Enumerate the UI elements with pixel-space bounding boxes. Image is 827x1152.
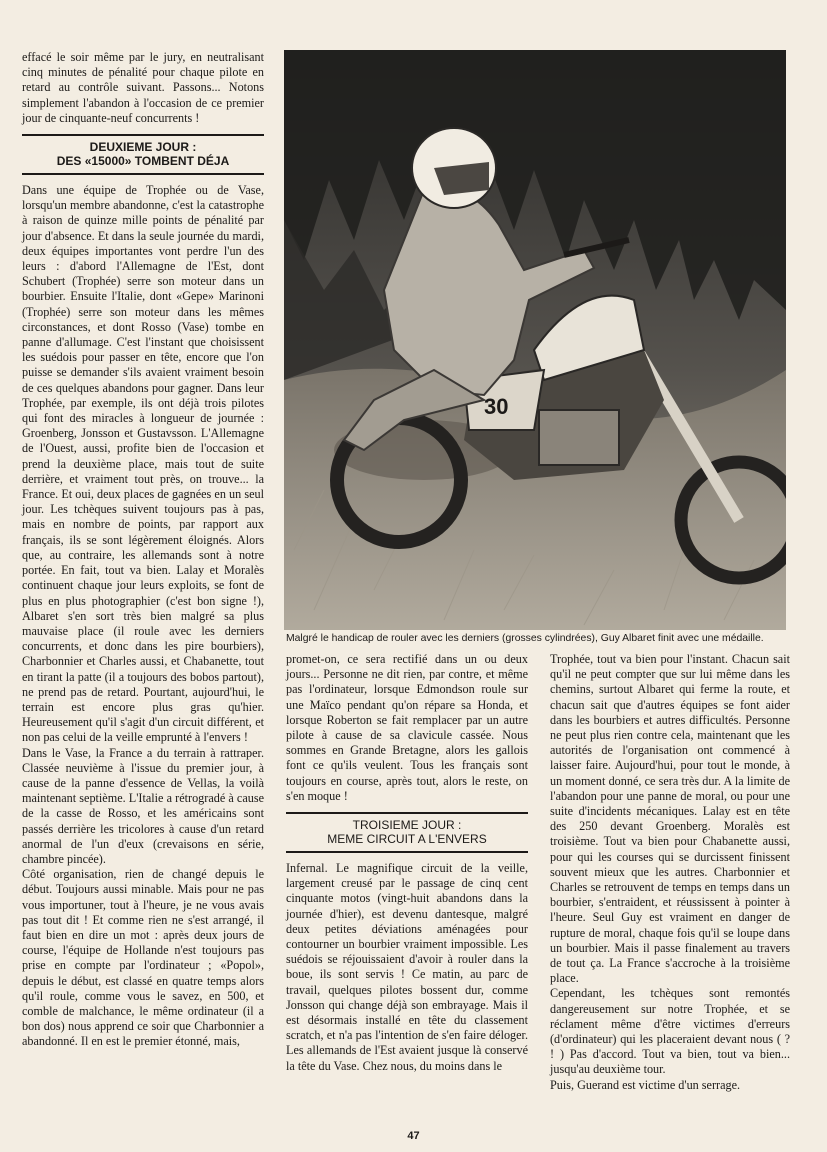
- body-paragraph: Côté organisation, rien de changé depuis le début. Toujours aussi minable. Mais pour ne pas vous importuner, tout à l'heure, je ne vous avais pas tout dit ! Et comme rien ne s'est arrangé, il faut bien en dire un mot : après deux jours de course, l'équipe de Hollande n'est toujours pas prise en compte par l'ordinateur ; «Popol», depuis le début, est classé en quatre temps alors qu'il roule, comme vous le savez, en 500, et comble de malchance, le même ordinateur (il a bon dos) nous apprend ce soir que Charbonnier a abandonné. Il en est le premier étonné, mais,: [22, 867, 264, 1049]
- page-number: 47: [407, 1130, 420, 1142]
- heading-line: TROISIEME JOUR :: [352, 818, 462, 833]
- left-column: [22, 50, 264, 1050]
- body-paragraph: Dans une équipe de Trophée ou de Vase, lorsqu'un membre abandonne, c'est la catastrophe à raison de quinze mille points de pénalité par jour d'absence. Et dans la seule journée du mardi, deux équipes importantes vont perdre l'un des leurs : d'abord l'Allemagne de l'Est, dont Schubert (Trophée) serre son moteur dans un bourbier. Ensuite l'Italie, dont «Gepe» Marinoni (Trophée) serre son moteur dans les mêmes circonstances, et dont Rosso (Vase) tombe en panne d'allumage. C'est l'instant que choisissent les suédois pour passer en tête, encore que l'on puisse se demander s'ils avaient vraiment besoin de ces quelques abandons pour gagner. Dans leur Trophée, par exemple, ils ont déjà trois pilotes qui font des miracles à longueur de journée : Groenberg, Jonsson et Gustavsson. L'Allemagne de l'Ouest, aussi, profite bien de l'occasion et prend la deuxième place, mais tout de suite derrière, et vraiment tout près, on trouve... la France. Et oui, deux places de gagnées en un seul jour. Les tchèques suivent toujours pas à pas, mais en nombre de points, par rapport aux français, ils se sont légèrement éloignés. Alors que, au contraire, les allemands sont à notre portée. En fait, tout va bien. Lalay et Moralès continuent chaque jour leurs exploits, se font de plus en plus photographier (c'est bon signe !), Albaret s'en sort très bien malgré sa plus mauvaise place (il roule avec les derniers concurrents, et donc dans les pire bourbiers), Charbonnier et Charles aussi, et Chabanette, tout en tirant la patte (il a toujours des bobos partout), ne prend pas de retard. Pourtant, aujourd'hui, le terrain est encore plus gras qu'hier. Heureusement qu'il s'agit d'un circuit différent, et non pas celui de la veille emprunté à l'envers !: [22, 183, 264, 745]
- heading-line: DES «15000» TOMBENT DÉJA: [56, 154, 230, 169]
- heading-line: MEME CIRCUIT A L'ENVERS: [327, 832, 487, 847]
- section-heading-day3: [286, 812, 528, 853]
- body-paragraph: Dans le Vase, la France a du terrain à rattraper. Classée neuvième à l'issue du premier jour, à cause de la panne d'essence de Vellas, la voilà maintenant septième. L'Italie a rétrogradé à cause de la casse de Rosso, et les américains sont passés derrière les tricolores à cause d'un retard anormal de l'un d'eux (crevaisons en série, chambre pincée).: [22, 745, 264, 866]
- body-paragraph: Cependant, les tchèques sont remontés dangereusement sur notre Trophée, et se réclament même d'être victimes d'erreurs (d'ordinateur) qui les placeraient devant nous ( ? ! ) Pas d'accord. Tout va bien, tout va bien... jusqu'au deuxième tour.: [550, 986, 790, 1077]
- number-plate: 30: [484, 394, 509, 419]
- body-paragraph: Trophée, tout va bien pour l'instant. Chacun sait qu'il ne peut compter que sur lui même dans les chemins, surtout Albaret qui ferme la route, et chacun sait que d'autres équipes se font aider dans les bourbiers et autres difficultés. Personne ne peut plus rien contre cela, maintenant que les autorités de l'organisation ont commencé à laisser faire. Aujourd'hui, pour tout le monde, à un moment donné, ce sera très dur. A la limite de l'abandon pour une panne de moral, ou pour une suite d'incidents mécaniques. Lalay est en tête des 250 devant Groenberg. Moralès est troisième. Tout va bien pour Chabanette aussi, pour qui les courses qui se durcissent finissent souvent mieux que les autres. Charbonnier et Charles se retrouvent de temps en temps dans un bourbier, s'entraident, et réussissent à pointer à l'heure. Seul Guy est vraiment en danger de rupture de moral, chaque fois qu'il se loupe dans un bourbier. Mais il passe finalement au travers de tout ça. La France s'accroche à la troisième place.: [550, 652, 790, 986]
- section-heading-day2: [22, 134, 264, 175]
- right-column: [550, 652, 790, 1093]
- body-paragraph: Infernal. Le magnifique circuit de la veille, largement creusé par le passage de cinq cent cinquante motos (vingt-huit abandons dans la journée d'hier), est devenu dantesque, malgré deux petites déviations aménagées pour contourner un bourbier vraiment impossible. Les suédois se réjouissaient d'avoir à rouler dans la boue, ils sont servis ! Ce matin, au parc de travail, quelques pilotes bossent dur, comme Jonsson qui change déjà son embrayage. Mais il est désormais installé en tête du classement scratch, et n'a pas l'intention de s'en faire déloger. Les allemands de l'Est avaient jusque là conservé la tête du Vase. Chez nous, du moins dans le: [286, 861, 528, 1073]
- body-paragraph: Puis, Guerand est victime d'un serrage.: [550, 1077, 741, 1092]
- motocross-photo: [284, 50, 786, 630]
- middle-column: [286, 652, 528, 1074]
- rider-illustration: [284, 50, 786, 630]
- photo-caption: Malgré le handicap de rouler avec les derniers (grosses cylindrées), Guy Albaret finit avec une médaille.: [286, 633, 764, 644]
- heading-line: DEUXIEME JOUR :: [89, 140, 197, 155]
- body-paragraph: promet-on, ce sera rectifié dans un ou deux jours... Personne ne dit rien, par contre, et même pas l'ordinateur, lorsque Edmondson roule sur une Maïco pendant qu'on répare sa Honda, et lorsque Roberton se fait remplacer par un autre pilote à cause de sa clavicule cassée. Nous sommes en Grande Bretagne, alors les gallois font ce qu'ils veulent. Tous les français sont toujours en course, après tout, alors le reste, on s'en moque !: [286, 652, 528, 803]
- intro-paragraph: effacé le soir même par le jury, en neutralisant cinq minutes de pénalité pour chaque pilote en retard au contrôle suivant. Passons... Notons simplement l'abandon à l'occasion de ce premier jour de cinquante-neuf concurrents !: [22, 50, 264, 125]
